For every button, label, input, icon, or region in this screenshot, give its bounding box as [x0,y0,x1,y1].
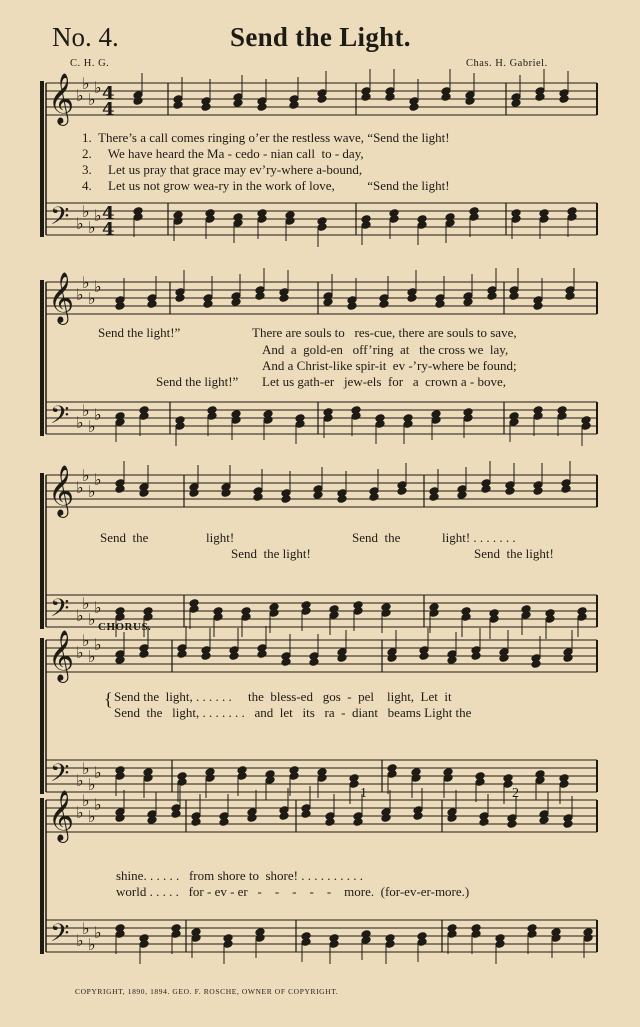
flat-sign: ♭ [76,478,84,497]
bass-clef: 𝄢 [50,202,70,237]
note-head [559,95,569,104]
note-head [419,652,429,661]
bass-clef: 𝄢 [50,594,70,629]
note-head [539,816,549,825]
note-head [221,489,231,498]
note-head [201,652,211,661]
note-head [435,300,445,309]
note-head [429,609,439,618]
note-head [369,493,379,502]
note-head [567,213,577,222]
note-head [233,99,243,108]
note-head [479,818,489,827]
note-head [317,223,327,232]
note-head [469,213,479,222]
note-head [337,654,347,663]
s3-upper-2: light! [206,530,235,545]
note-head [279,294,289,303]
s3-upper-1: Send the [100,530,149,545]
time-signature-top: 4 [102,83,115,104]
note-head [313,491,323,500]
note-head [323,414,333,423]
flat-sign: ♭ [76,606,84,625]
flat-sign: ♭ [76,285,84,304]
flat-sign: ♭ [88,482,96,501]
note-head [323,298,333,307]
note-head [397,487,407,496]
note-head [171,810,181,819]
note-head [285,217,295,226]
verse-4-cont: Let us gath-er jew-els for a crown a - bove, [262,374,507,389]
note-head [203,300,213,309]
note-head [189,489,199,498]
flat-sign: ♭ [82,273,90,292]
flat-sign: ♭ [94,795,102,814]
note-head [389,215,399,224]
note-head [441,93,451,102]
treble-clef: 𝄞 [48,73,75,124]
note-head [563,820,573,829]
flat-sign: ♭ [76,643,84,662]
flat-sign: ♭ [88,289,96,308]
note-head [353,607,363,616]
note-head [301,607,311,616]
system-brace [40,798,44,954]
system-brace [40,81,44,237]
system-brace [40,638,44,794]
chorus-label: CHORUS. [98,621,152,633]
verse-4-lead: Send the light!” [156,374,239,389]
note-head [509,292,519,301]
note-head [409,103,419,112]
flat-sign: ♭ [94,78,102,97]
note-head [295,420,305,429]
flat-sign: ♭ [88,935,96,954]
note-head [133,213,143,222]
note-head [413,812,423,821]
verse-3-cont: And a Christ-like spir-it ev -’ry-where be found; [262,358,517,373]
note-head [461,613,471,622]
treble-clef: 𝄞 [48,272,75,323]
note-head [177,778,187,787]
note-head [201,103,211,112]
note-head [301,938,311,947]
note-head [539,215,549,224]
note-head [531,660,541,669]
time-signature-top: 4 [102,203,115,224]
verse-1-cont: There are souls to res-cue, there are souls to save, [252,325,517,340]
note-head [253,493,263,502]
note-head [481,485,491,494]
note-head [387,770,397,779]
note-head [207,412,217,421]
note-head [507,820,517,829]
note-head [471,652,481,661]
note-head [115,814,125,823]
note-head [189,605,199,614]
note-head [471,930,481,939]
note-head [353,818,363,827]
note-head [495,940,505,949]
flat-sign: ♭ [94,763,102,782]
flat-sign: ♭ [82,74,90,93]
flat-sign: ♭ [76,803,84,822]
flat-sign: ♭ [94,206,102,225]
note-head [301,810,311,819]
note-head [233,219,243,228]
note-head [499,654,509,663]
note-head [115,772,125,781]
note-head [581,422,591,431]
note-head [535,776,545,785]
s3-upper-3: Send the [352,530,401,545]
system-brace [40,280,44,436]
hymn-title: Send the Light. [230,22,411,52]
note-head [115,302,125,311]
flat-sign: ♭ [82,791,90,810]
note-head [143,774,153,783]
note-head [545,615,555,624]
note-head [431,416,441,425]
flat-sign: ♭ [76,214,84,233]
note-head [551,934,561,943]
note-head [115,656,125,665]
note-head [177,650,187,659]
treble-clef: 𝄞 [48,465,75,516]
chorus-line-2: Send the light, . . . . . . . and let its ra - diant beams Light the [114,705,472,720]
note-head [447,656,457,665]
note-head [173,217,183,226]
note-head [381,609,391,618]
flat-sign: ♭ [76,931,84,950]
note-head [361,221,371,230]
time-signature-bottom: 4 [102,219,115,240]
note-head [387,654,397,663]
note-head [171,930,181,939]
note-head [115,613,125,622]
flat-sign: ♭ [82,401,90,420]
note-head [213,613,223,622]
note-head [237,772,247,781]
note-head [361,93,371,102]
note-head [447,930,457,939]
verse-3-line: 3. Let us pray that grace may ev’ry-where a-bound, [82,162,363,177]
note-head [143,613,153,622]
note-head [231,298,241,307]
note-head [281,658,291,667]
note-head [139,489,149,498]
note-head [417,221,427,230]
note-head [191,818,201,827]
note-head [583,934,593,943]
note-head [337,495,347,504]
note-head [317,774,327,783]
verse-2-line: 2. We have heard the Ma - cedo - nian call to - day, [82,146,364,161]
note-head [445,219,455,228]
hymn-number: No. 4. [52,22,119,52]
note-head [139,412,149,421]
flat-sign: ♭ [88,775,96,794]
note-head [191,934,201,943]
flat-sign: ♭ [76,86,84,105]
note-head [557,412,567,421]
note-head [241,613,251,622]
note-head [205,774,215,783]
note-head [381,814,391,823]
note-head [257,215,267,224]
note-head [173,101,183,110]
note-head [577,613,587,622]
treble-clef: 𝄞 [48,630,75,681]
final-line-2: world . . . . . for - ev - er - - - - - more. (for-ev-er-more.) [116,884,470,899]
time-signature-bottom: 4 [102,99,115,120]
note-head [229,652,239,661]
note-head [535,93,545,102]
note-head [521,611,531,620]
note-head [255,934,265,943]
note-head [205,215,215,224]
flat-sign: ♭ [82,594,90,613]
note-head [351,412,361,421]
note-head [443,774,453,783]
verse-4-line: 4. Let us not grow wea-ry in the work of love, “Send the light! [82,178,450,193]
note-head [255,292,265,301]
note-head [385,940,395,949]
note-head [289,772,299,781]
flat-sign: ♭ [94,635,102,654]
note-head [379,300,389,309]
flat-sign: ♭ [88,647,96,666]
note-head [223,940,233,949]
lyricist-credit: C. H. G. [70,58,110,69]
note-head [263,416,273,425]
note-head [309,658,319,667]
note-head [403,420,413,429]
note-head [329,940,339,949]
flat-sign: ♭ [88,807,96,826]
note-head [533,302,543,311]
note-head [565,292,575,301]
note-head [347,302,357,311]
note-head [463,414,473,423]
note-head [511,99,521,108]
note-head [231,416,241,425]
note-head [281,495,291,504]
copyright-notice: COPYRIGHT, 1890, 1894. GEO. F. ROSCHE, OWNER OF COPYRIGHT. [75,987,339,996]
note-head [349,780,359,789]
note-head [257,650,267,659]
note-head [417,938,427,947]
ending-1-number: 1 [360,786,367,801]
note-head [509,418,519,427]
note-head [361,936,371,945]
ending-2-number: 2 [512,786,519,801]
flat-sign: ♭ [82,631,90,650]
note-head [489,615,499,624]
verse-1-line: 1. There’s a call comes ringing o’er the restless wave, “Send the light! [82,130,450,145]
bass-clef: 𝄢 [50,759,70,794]
note-head [279,812,289,821]
system-brace [40,473,44,629]
flat-sign: ♭ [82,466,90,485]
note-head [375,420,385,429]
note-head [115,418,125,427]
note-head [411,774,421,783]
note-head [147,816,157,825]
note-head [511,215,521,224]
flat-sign: ♭ [76,413,84,432]
flat-sign: ♭ [82,919,90,938]
flat-sign: ♭ [94,470,102,489]
note-head [175,294,185,303]
note-head [147,300,157,309]
note-head [329,611,339,620]
note-head [139,650,149,659]
final-line-1: shine. . . . . . from shore to shore! . . . . . . . . . . [116,868,363,883]
note-head [533,487,543,496]
note-head [561,485,571,494]
flat-sign: ♭ [88,417,96,436]
flat-sign: ♭ [94,598,102,617]
s3-upper-4: light! . . . . . . . [442,530,516,545]
note-head [265,776,275,785]
note-head [269,609,279,618]
note-head [385,93,395,102]
note-head [325,818,335,827]
note-head [563,654,573,663]
note-head [115,930,125,939]
bass-clef: 𝄢 [50,919,70,954]
bass-clef: 𝄢 [50,401,70,436]
note-head [175,422,185,431]
note-head [115,485,125,494]
chorus-brace: { [104,689,113,709]
flat-sign: ♭ [82,759,90,778]
note-head [463,298,473,307]
note-head [317,95,327,104]
note-head [533,412,543,421]
composer-credit: Chas. H. Gabriel. [466,58,548,69]
note-head [407,294,417,303]
s3-lower-1: Send the light! [231,546,311,561]
flat-sign: ♭ [94,405,102,424]
flat-sign: ♭ [82,202,90,221]
verse-2-cont: And a gold-en off’ring at the cross we lay, [262,342,509,357]
note-head [447,814,457,823]
flat-sign: ♭ [94,923,102,942]
refrain-send-the-light: Send the light!” [98,325,181,340]
note-head [247,814,257,823]
note-head [527,930,537,939]
flat-sign: ♭ [88,610,96,629]
flat-sign: ♭ [94,277,102,296]
treble-clef: 𝄞 [48,790,75,841]
note-head [133,97,143,106]
flat-sign: ♭ [88,218,96,237]
note-head [289,101,299,110]
note-head [487,292,497,301]
note-head [139,940,149,949]
note-head [559,780,569,789]
note-head [457,491,467,500]
note-head [429,493,439,502]
flat-sign: ♭ [76,771,84,790]
flat-sign: ♭ [88,90,96,109]
note-head [257,103,267,112]
note-head [465,97,475,106]
note-head [475,778,485,787]
note-head [505,487,515,496]
s3-lower-2: Send the light! [474,546,554,561]
chorus-line-1: Send the light, . . . . . . the bless-ed gos - pel light, Let it [114,689,452,704]
note-head [219,818,229,827]
